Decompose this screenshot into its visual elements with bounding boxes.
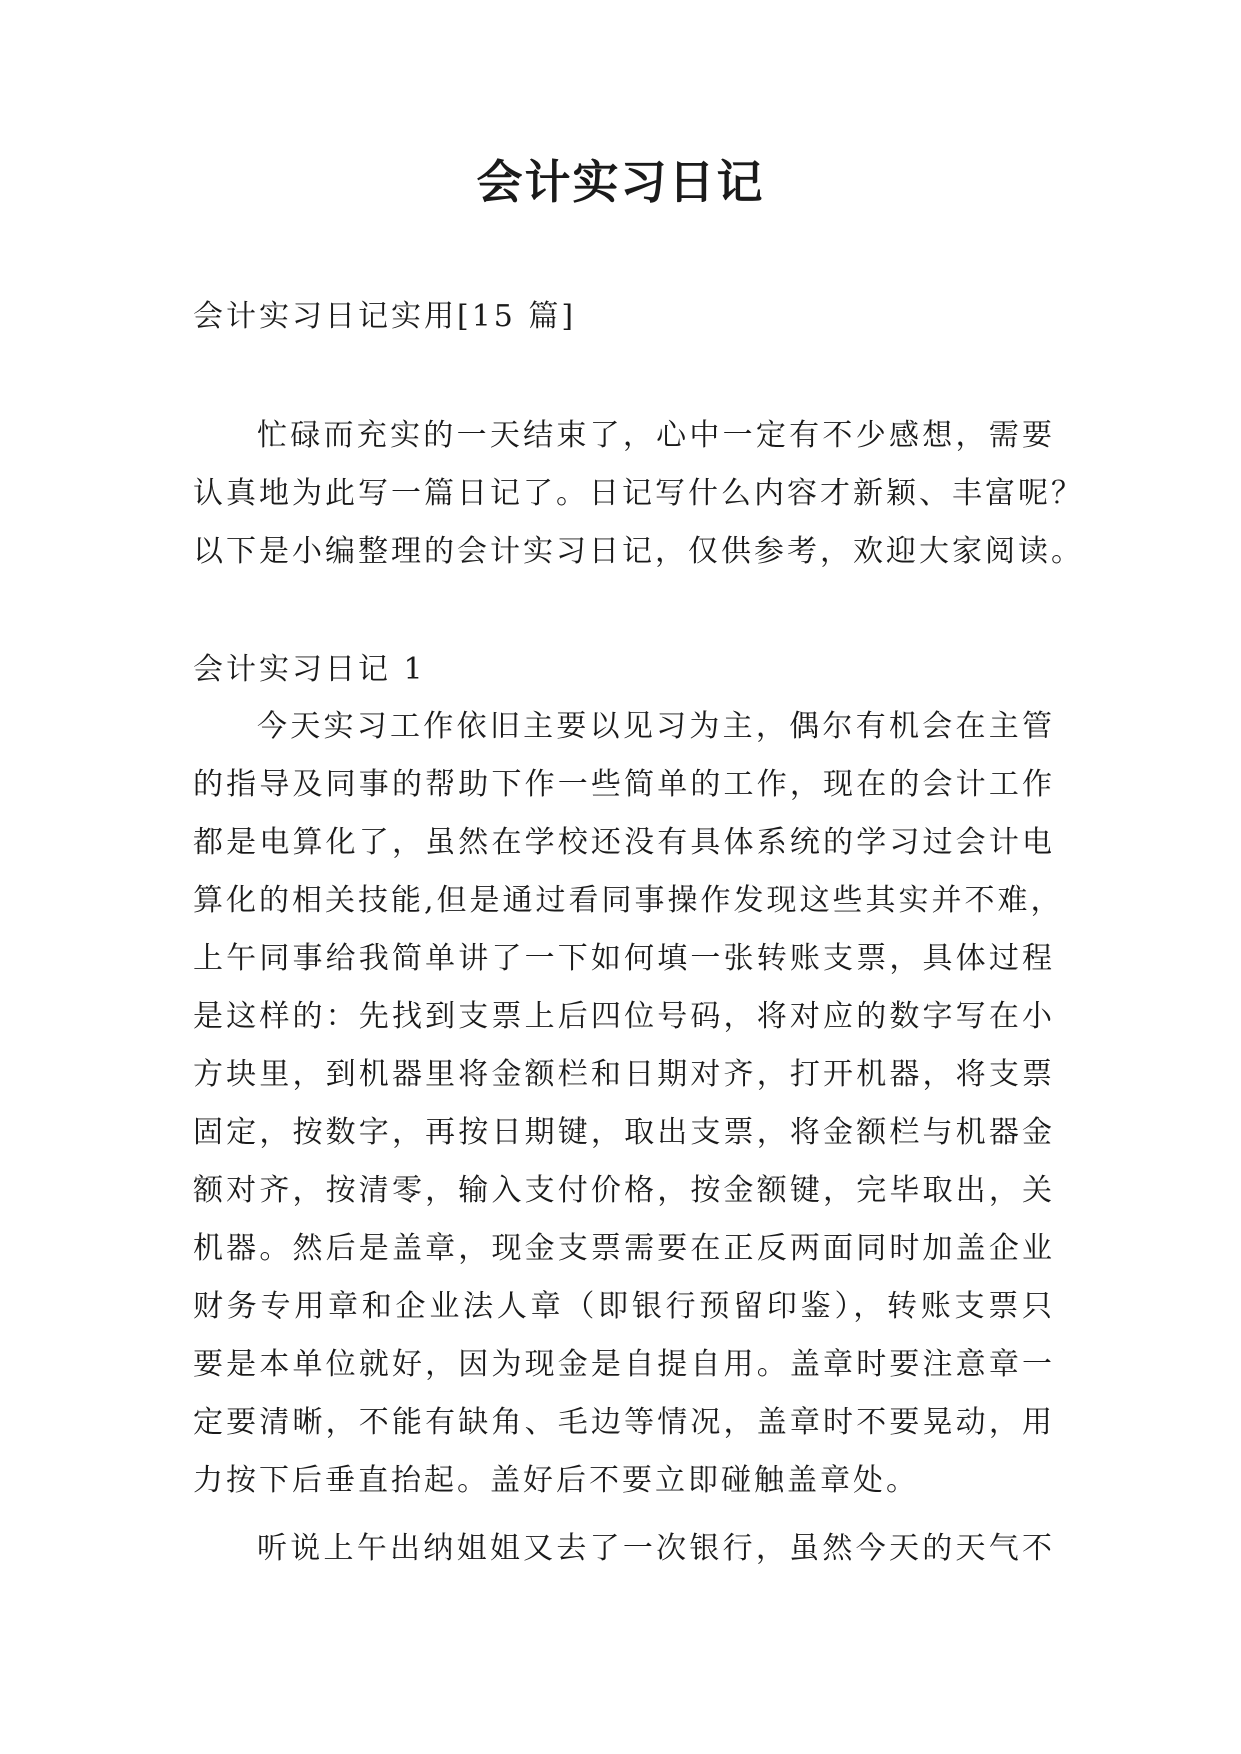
paragraph-1 (193, 698, 1064, 1510)
paragraph-line: 的指导及同事的帮助下作一些简单的工作，现在的会计工作 (193, 767, 1055, 802)
section-heading: 会计实习日记 1 (193, 652, 426, 687)
paragraph-line: 定要清晰，不能有缺角、毛边等情况，盖章时不要晃动，用 (193, 1405, 1055, 1440)
paragraph-line: 算化的相关技能,但是通过看同事操作发现这些其实并不难， (193, 883, 1064, 918)
paragraph-line: 力按下后垂直抬起。盖好后不要立即碰触盖章处。 (193, 1463, 919, 1498)
paragraph-line: 财务专用章和企业法人章（即银行预留印鉴），转账支票只 (193, 1289, 1055, 1324)
paragraph-line: 今天实习工作依旧主要以见习为主，偶尔有机会在主管 (257, 709, 1055, 744)
paragraph-line: 额对齐，按清零，输入支付价格，按金额键，完毕取出，关 (193, 1173, 1055, 1208)
paragraph-line: 都是电算化了，虽然在学校还没有具体系统的学习过会计电 (193, 825, 1055, 860)
intro-line: 认真地为此写一篇日记了。日记写什么内容才新颖、丰富呢？ (193, 476, 1084, 511)
paragraph-line: 上午同事给我简单讲了一下如何填一张转账支票，具体过程 (193, 941, 1055, 976)
paragraph-line: 听说上午出纳姐姐又去了一次银行，虽然今天的天气不 (257, 1531, 1055, 1566)
intro-paragraph (193, 407, 1084, 581)
document-subtitle: 会计实习日记实用[15 篇] (193, 299, 577, 334)
intro-line: 忙碌而充实的一天结束了，心中一定有不少感想，需要 (257, 418, 1055, 453)
paragraph-line: 机器。然后是盖章，现金支票需要在正反两面同时加盖企业 (193, 1231, 1055, 1266)
paragraph-line: 方块里，到机器里将金额栏和日期对齐，打开机器，将支票 (193, 1057, 1055, 1092)
paragraph-2 (193, 1520, 1055, 1578)
intro-line: 以下是小编整理的会计实习日记，仅供参考，欢迎大家阅读。 (193, 534, 1084, 569)
document-title: 会计实习日记 (476, 155, 765, 209)
paragraph-line: 是这样的：先找到支票上后四位号码，将对应的数字写在小 (193, 999, 1055, 1034)
paragraph-line: 固定，按数字，再按日期键，取出支票，将金额栏与机器金 (193, 1115, 1055, 1150)
paragraph-line: 要是本单位就好，因为现金是自提自用。盖章时要注意章一 (193, 1347, 1055, 1382)
